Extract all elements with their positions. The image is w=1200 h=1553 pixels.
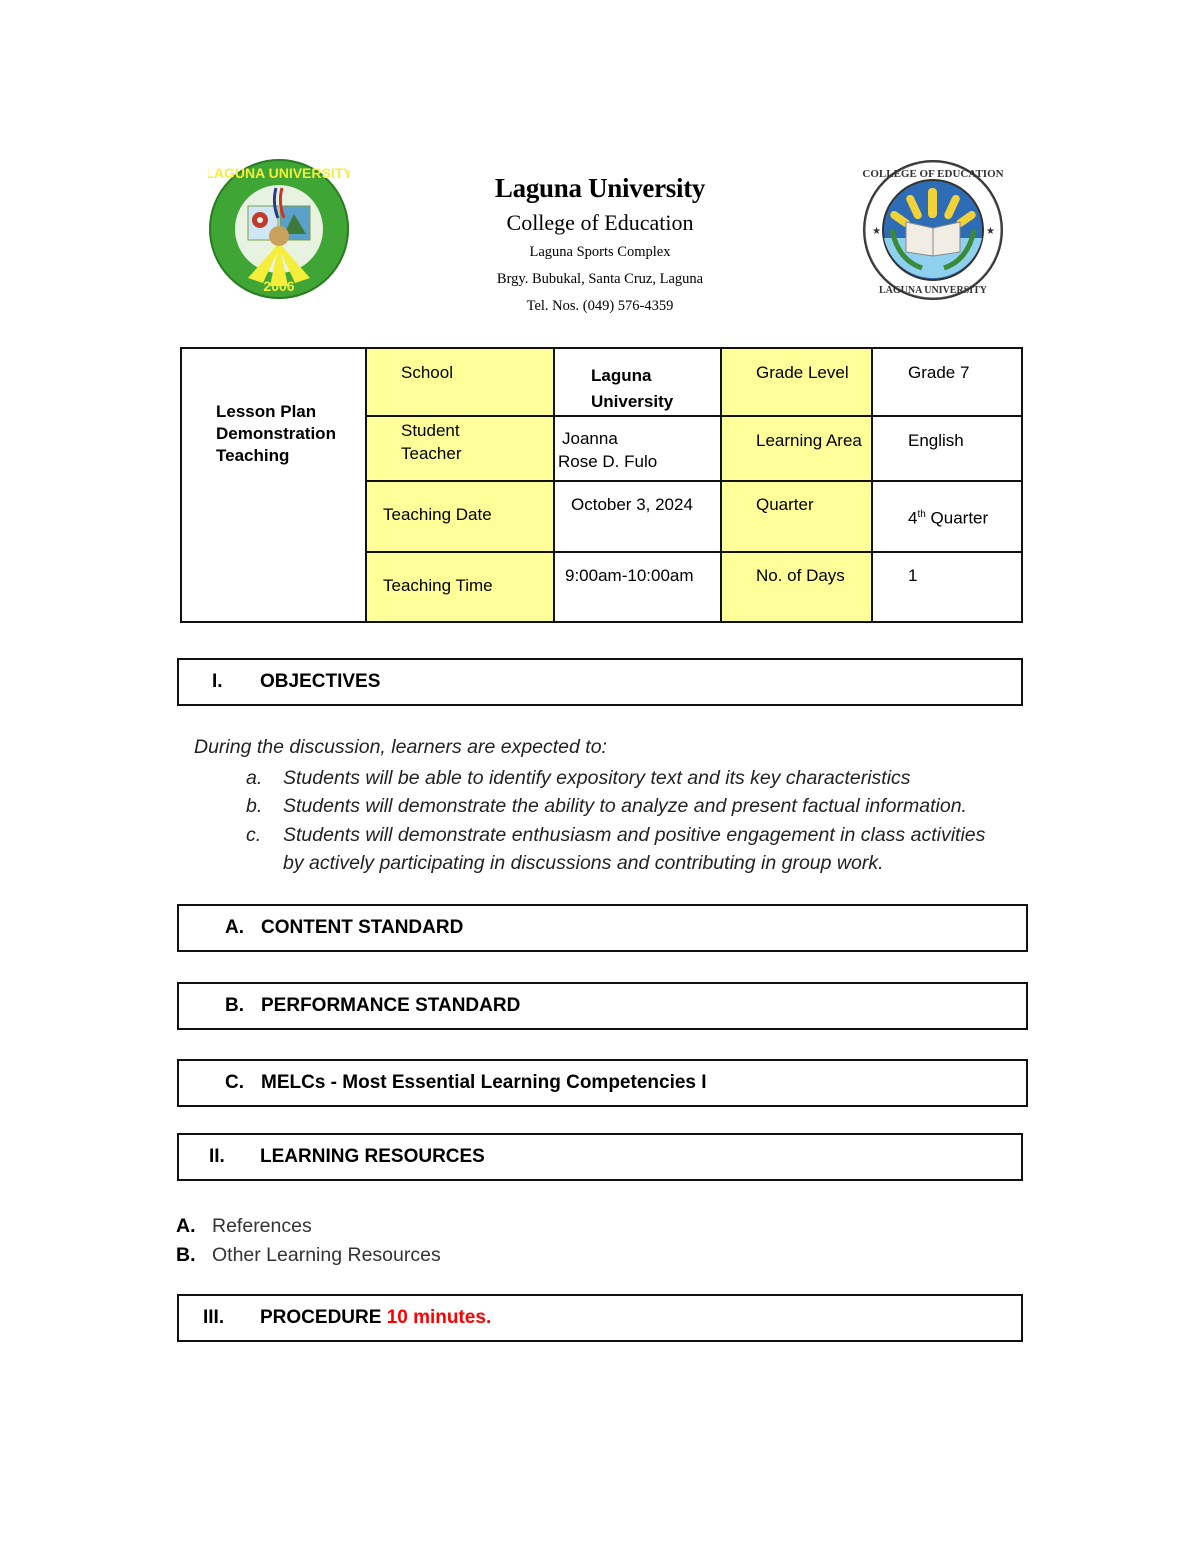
student-teacher-label: Student Teacher bbox=[366, 416, 554, 481]
section-title: CONTENT STANDARD bbox=[261, 917, 464, 938]
learning-area-value: English bbox=[872, 416, 1022, 481]
list-item: A. References bbox=[176, 1215, 312, 1237]
section-letter: A. bbox=[225, 917, 244, 938]
teaching-time-value: 9:00am-10:00am bbox=[554, 552, 721, 622]
title-line: Demonstration bbox=[216, 424, 336, 443]
letterhead bbox=[400, 170, 800, 320]
list-item: B. Other Learning Resources bbox=[176, 1243, 441, 1266]
list-item-continuation: by actively participating in discussions and contributing in group work. bbox=[283, 851, 884, 874]
college-of-education-logo-icon bbox=[862, 160, 1004, 300]
lesson-info-table bbox=[180, 347, 1023, 623]
lesson-plan-title bbox=[181, 348, 366, 622]
learning-resources-header bbox=[177, 1133, 1023, 1181]
list-item: a. Students will be able to identify expository text and its key characteristics bbox=[246, 767, 911, 789]
svg-text:LAGUNA UNIVERSITY: LAGUNA UNIVERSITY bbox=[208, 165, 350, 181]
phone-number: Tel. Nos. (049) 576-4359 bbox=[526, 298, 674, 314]
list-item: b. Students will demonstrate the ability to analyze and present factual information. bbox=[246, 795, 967, 818]
title-line: Lesson Plan bbox=[216, 402, 317, 421]
performance-standard-header bbox=[177, 982, 1028, 1030]
svg-text:★: ★ bbox=[872, 226, 881, 237]
objectives-list bbox=[246, 764, 985, 877]
section-number: III. bbox=[203, 1307, 225, 1328]
objectives-header bbox=[177, 658, 1023, 706]
grade-level-label: Grade Level bbox=[721, 348, 872, 416]
no-of-days-value: 1 bbox=[872, 552, 1022, 622]
college-name: College of Education bbox=[506, 210, 694, 235]
section-title: PERFORMANCE STANDARD bbox=[261, 995, 521, 1016]
melcs-header bbox=[177, 1059, 1028, 1107]
section-title: OBJECTIVES bbox=[260, 671, 381, 692]
svg-text:★: ★ bbox=[986, 226, 995, 237]
procedure-duration: 10 minutes. bbox=[386, 1307, 492, 1328]
no-of-days-label: No. of Days bbox=[721, 552, 872, 622]
resources-list bbox=[176, 1212, 441, 1269]
quarter-value: 4th Quarter bbox=[872, 481, 1022, 552]
address-line-2: Brgy. Bubukal, Santa Cruz, Laguna bbox=[496, 271, 704, 287]
svg-text:LAGUNA UNIVERSITY: LAGUNA UNIVERSITY bbox=[878, 285, 988, 296]
table-row bbox=[181, 348, 1022, 416]
section-number: II. bbox=[209, 1146, 225, 1167]
list-item: c. Students will demonstrate enthusiasm and positive engagement in class activities bbox=[246, 823, 986, 846]
teaching-time-label: Teaching Time bbox=[366, 552, 554, 622]
address-line-1: Laguna Sports Complex bbox=[529, 244, 671, 260]
learning-area-label: Learning Area bbox=[721, 416, 872, 481]
section-title: MELCs - Most Essential Learning Competencies I bbox=[261, 1072, 707, 1093]
grade-level-value: Grade 7 bbox=[872, 348, 1022, 416]
title-line: Teaching bbox=[216, 446, 290, 465]
laguna-university-logo-icon bbox=[208, 158, 350, 300]
university-name: Laguna University bbox=[494, 173, 706, 203]
student-teacher-value: Joanna Rose D. Fulo bbox=[554, 416, 721, 481]
section-title: LEARNING RESOURCES bbox=[260, 1146, 485, 1167]
section-number: I. bbox=[212, 671, 223, 692]
teaching-date-label: Teaching Date bbox=[366, 481, 554, 552]
content-standard-header bbox=[177, 904, 1028, 952]
section-title: PROCEDURE bbox=[260, 1307, 382, 1328]
procedure-header bbox=[177, 1294, 1023, 1342]
quarter-label: Quarter bbox=[721, 481, 872, 552]
section-letter: C. bbox=[225, 1072, 244, 1093]
school-label: School bbox=[366, 348, 554, 416]
teaching-date-value: October 3, 2024 bbox=[554, 481, 721, 552]
school-value: Laguna University bbox=[554, 348, 721, 416]
section-letter: B. bbox=[225, 995, 244, 1016]
svg-text:2006: 2006 bbox=[263, 278, 295, 294]
objectives-intro: During the discussion, learners are expected to: bbox=[194, 736, 607, 758]
svg-text:COLLEGE OF EDUCATION: COLLEGE OF EDUCATION bbox=[862, 168, 1004, 180]
